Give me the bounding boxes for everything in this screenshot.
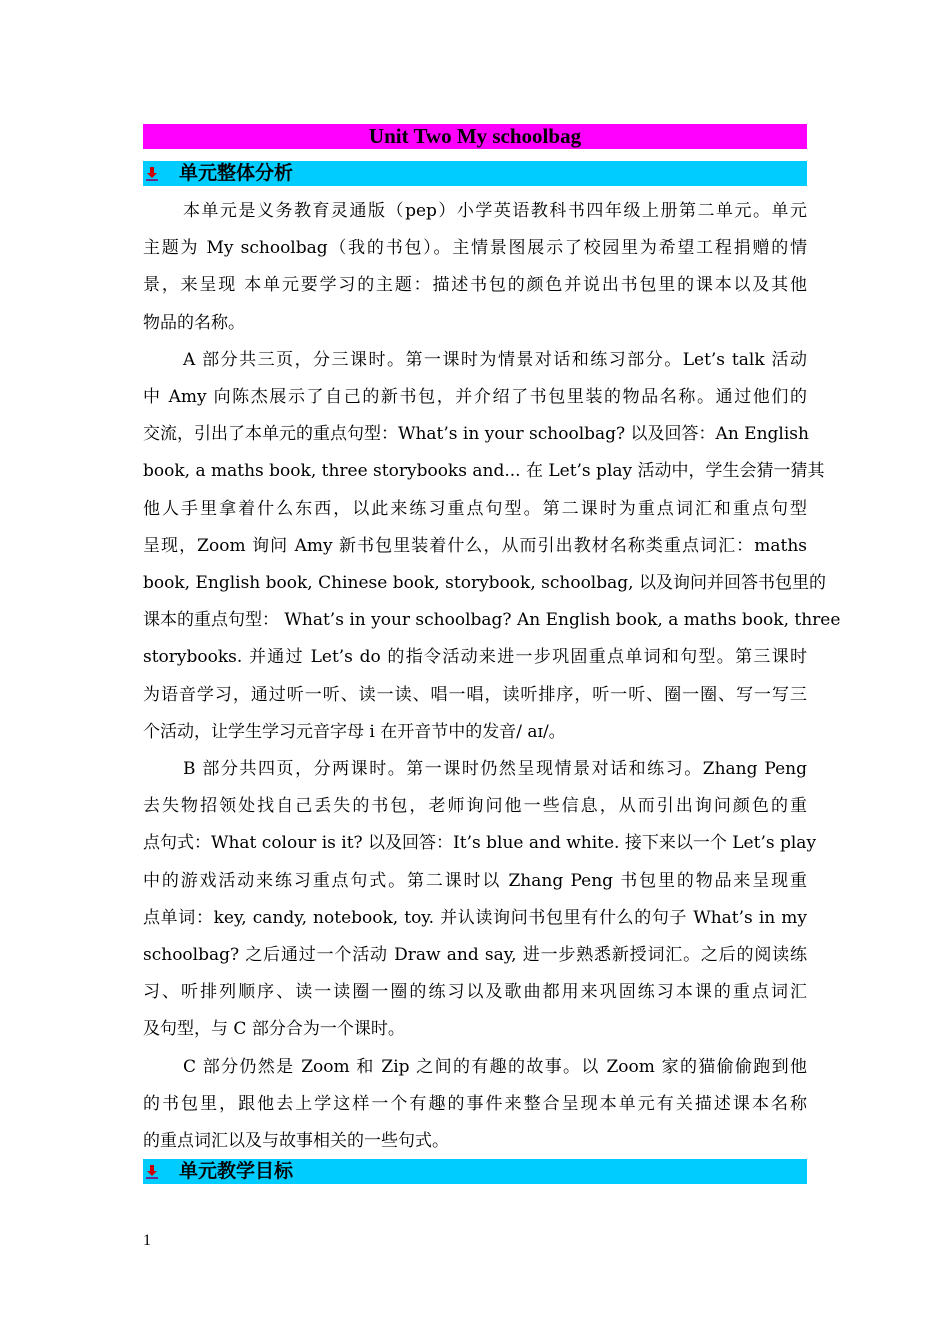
page-number: 1 [143,1232,151,1249]
text-line: 课本的重点句型： What’s in your schoolbag? An English book, a maths book, three [143,610,841,631]
text-line: 交流，引出了本单元的重点句型：What’s in your schoolbag? 以及回答：An English [143,424,809,445]
text-line: book, English book, Chinese book, storybook, schoolbag, 以及询问并回答书包里的 [143,573,826,594]
text-line: C 部分仍然是 Zoom 和 Zip 之间的有趣的故事。以 Zoom 家的猫偷偷跑到他 [183,1056,807,1077]
text-line: 点单词：key, candy, notebook, toy. 并认读询问书包里有什么的句子 What’s in my [143,907,807,928]
down-arrow-underline-icon [145,167,159,181]
section-heading-objectives [143,1159,807,1184]
document-body [143,193,841,1160]
paragraph [143,751,817,1049]
text-line: 本单元是义务教育灵通版（pep）小学英语教科书四年级上册第二单元。单元 [183,201,807,221]
text-line: A 部分共三页，分三课时。第一课时为情景对话和练习部分。Let’s talk 活动 [183,349,807,370]
section-heading-label: 单元整体分析 [179,162,294,184]
text-line: 主题为 My schoolbag（我的书包）。主情景图展示了校园里为希望工程捐赠的情 [143,238,807,259]
text-line: 物品的名称。 [143,312,245,333]
down-arrow-underline-icon [145,1165,159,1179]
text-line: 景，来呈现 本单元要学习的主题：描述书包的颜色并说出书包里的课本以及其他 [143,275,807,296]
text-line: 的重点词汇以及与故事相关的一些句式。 [143,1131,449,1152]
text-line: storybooks. 并通过 Let’s do 的指令活动来进一步巩固重点单词和句型。第三课时 [143,647,807,668]
text-line: 中 Amy 向陈杰展示了自己的新书包，并介绍了书包里装的物品名称。通过他们的 [143,387,807,408]
text-line: book, a maths book, three storybooks and... 在 Let’s play 活动中，学生会猜一猜其 [143,461,825,482]
text-line: 为语音学习，通过听一听、读一读、唱一唱，读听排序，听一听、圈一圈、写一写三 [143,684,807,705]
paragraph [143,1049,807,1161]
section-heading-label: 单元教学目标 [179,1160,294,1182]
text-line: B 部分共四页，分两课时。第一课时仍然呈现情景对话和练习。Zhang Peng [183,759,807,780]
text-line: 点句式：What colour is it? 以及回答：It’s blue and white. 接下来以一个 Let’s play [143,833,817,854]
text-line: 呈现，Zoom 询问 Amy 新书包里装着什么，从而引出教材名称类重点词汇：maths [143,535,807,556]
text-line: schoolbag? 之后通过一个活动 Draw and say, 进一步熟悉新授词汇。之后的阅读练 [143,945,807,966]
text-line: 他人手里拿着什么东西，以此来练习重点句型。第二课时为重点词汇和重点句型 [143,498,807,519]
text-line: 去失物招领处找自己丢失的书包，老师询问他一些信息，从而引出询问颜色的重 [143,796,807,817]
text-line: 习、听排列顺序、读一读圈一圈的练习以及歌曲都用来巩固练习本课的重点词汇 [143,982,807,1003]
paragraph [143,342,841,751]
text-line: 的书包里，跟他去上学这样一个有趣的事件来整合呈现本单元有关描述课本名称 [143,1093,807,1114]
document-title: Unit Two My schoolbag [143,124,807,149]
text-line: 中的游戏活动来练习重点句式。第二课时以 Zhang Peng 书包里的物品来呈现重 [143,870,807,891]
paragraph [143,193,807,342]
text-line: 个活动，让学生学习元音字母 i 在开音节中的发音/ aɪ/。 [143,721,566,742]
text-line: 及句型，与 C 部分合为一个课时。 [143,1019,405,1040]
section-heading-analysis [143,161,807,186]
